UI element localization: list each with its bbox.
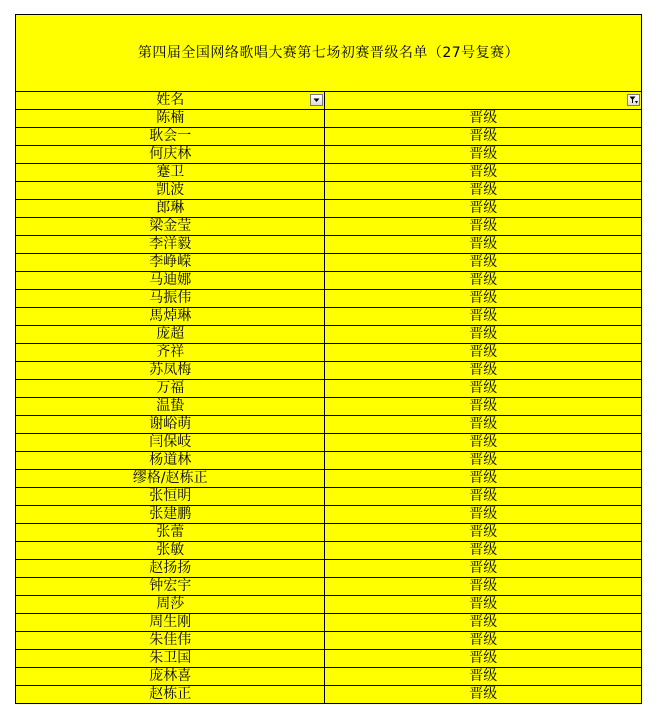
table-row xyxy=(16,164,642,182)
status-cell[interactable]: 晋级 xyxy=(325,560,642,578)
status-cell[interactable]: 晋级 xyxy=(325,146,642,164)
name-cell[interactable]: 何庆林 xyxy=(16,146,325,164)
status-cell[interactable]: 晋级 xyxy=(325,110,642,128)
table-row xyxy=(16,650,642,668)
status-cell[interactable]: 晋级 xyxy=(325,254,642,272)
name-cell[interactable]: 庞超 xyxy=(16,326,325,344)
name-cell[interactable]: 梁金莹 xyxy=(16,218,325,236)
title-cell[interactable]: 第四届全国网络歌唱大赛第七场初赛晋级名单（27号复赛） xyxy=(16,15,642,92)
status-cell[interactable]: 晋级 xyxy=(325,182,642,200)
name-cell[interactable]: 齐祥 xyxy=(16,344,325,362)
table-row xyxy=(16,560,642,578)
status-cell[interactable]: 晋级 xyxy=(325,362,642,380)
status-cell[interactable]: 晋级 xyxy=(325,524,642,542)
status-cell[interactable]: 晋级 xyxy=(325,506,642,524)
table-row xyxy=(16,506,642,524)
table-row xyxy=(16,200,642,218)
table-row xyxy=(16,272,642,290)
table-row xyxy=(16,290,642,308)
status-cell[interactable]: 晋级 xyxy=(325,398,642,416)
name-cell[interactable]: 庞林喜 xyxy=(16,668,325,686)
name-cell[interactable]: 张敏 xyxy=(16,542,325,560)
name-cell[interactable]: 马迪娜 xyxy=(16,272,325,290)
table-row xyxy=(16,578,642,596)
status-cell[interactable]: 晋级 xyxy=(325,470,642,488)
filter-active-icon xyxy=(628,95,639,105)
status-cell[interactable]: 晋级 xyxy=(325,434,642,452)
name-cell[interactable]: 朱佳伟 xyxy=(16,632,325,650)
status-cell[interactable]: 晋级 xyxy=(325,686,642,704)
status-cell[interactable]: 晋级 xyxy=(325,488,642,506)
name-cell[interactable]: 温蛰 xyxy=(16,398,325,416)
table-row xyxy=(16,182,642,200)
status-cell[interactable]: 晋级 xyxy=(325,218,642,236)
status-cell[interactable]: 晋级 xyxy=(325,164,642,182)
table-row xyxy=(16,326,642,344)
name-cell[interactable]: 张蕾 xyxy=(16,524,325,542)
name-cell[interactable]: 赵栋正 xyxy=(16,686,325,704)
table-row xyxy=(16,218,642,236)
header-row xyxy=(16,92,642,110)
name-cell[interactable]: 郎琳 xyxy=(16,200,325,218)
table-row xyxy=(16,434,642,452)
name-cell[interactable]: 陈楠 xyxy=(16,110,325,128)
name-cell[interactable]: 苏凤梅 xyxy=(16,362,325,380)
header-name-label: 姓名 xyxy=(156,92,185,108)
name-cell[interactable]: 谢峪萌 xyxy=(16,416,325,434)
status-cell[interactable]: 晋级 xyxy=(325,596,642,614)
status-cell[interactable]: 晋级 xyxy=(325,344,642,362)
name-cell[interactable]: 钟宏宇 xyxy=(16,578,325,596)
table-row xyxy=(16,416,642,434)
table-row xyxy=(16,614,642,632)
table-row xyxy=(16,254,642,272)
status-cell[interactable]: 晋级 xyxy=(325,614,642,632)
name-cell[interactable]: 闫保岐 xyxy=(16,434,325,452)
status-cell[interactable]: 晋级 xyxy=(325,380,642,398)
name-cell[interactable]: 张建鹏 xyxy=(16,506,325,524)
name-cell[interactable]: 馬焯琳 xyxy=(16,308,325,326)
name-cell[interactable]: 周生刚 xyxy=(16,614,325,632)
table-row xyxy=(16,308,642,326)
header-cell-name[interactable] xyxy=(16,92,325,110)
status-filter-button[interactable] xyxy=(627,94,640,106)
status-cell[interactable]: 晋级 xyxy=(325,200,642,218)
table-row xyxy=(16,686,642,704)
name-cell[interactable]: 万福 xyxy=(16,380,325,398)
table-row xyxy=(16,398,642,416)
table-row xyxy=(16,236,642,254)
header-cell-status[interactable] xyxy=(325,92,642,110)
table-row xyxy=(16,128,642,146)
status-cell[interactable]: 晋级 xyxy=(325,272,642,290)
table-row xyxy=(16,452,642,470)
name-filter-button[interactable] xyxy=(310,94,323,106)
name-cell[interactable]: 凯波 xyxy=(16,182,325,200)
status-cell[interactable]: 晋级 xyxy=(325,542,642,560)
dropdown-arrow-icon xyxy=(311,95,322,105)
title-row xyxy=(16,15,642,92)
table-row xyxy=(16,380,642,398)
status-cell[interactable]: 晋级 xyxy=(325,668,642,686)
status-cell[interactable]: 晋级 xyxy=(325,290,642,308)
table-row xyxy=(16,146,642,164)
table-row xyxy=(16,362,642,380)
status-cell[interactable]: 晋级 xyxy=(325,416,642,434)
status-cell[interactable]: 晋级 xyxy=(325,578,642,596)
name-cell[interactable]: 马振伟 xyxy=(16,290,325,308)
name-cell[interactable]: 周莎 xyxy=(16,596,325,614)
status-cell[interactable]: 晋级 xyxy=(325,452,642,470)
name-cell[interactable]: 李洋毅 xyxy=(16,236,325,254)
table-row xyxy=(16,596,642,614)
table-row xyxy=(16,668,642,686)
name-cell[interactable]: 赵扬扬 xyxy=(16,560,325,578)
table-row xyxy=(16,110,642,128)
status-cell[interactable]: 晋级 xyxy=(325,128,642,146)
table-row xyxy=(16,470,642,488)
status-cell[interactable]: 晋级 xyxy=(325,632,642,650)
name-cell[interactable]: 朱卫国 xyxy=(16,650,325,668)
name-cell[interactable]: 李峥嵘 xyxy=(16,254,325,272)
status-cell[interactable]: 晋级 xyxy=(325,308,642,326)
table-row xyxy=(16,542,642,560)
name-cell[interactable]: 蹇卫 xyxy=(16,164,325,182)
spreadsheet-table xyxy=(15,14,642,704)
name-cell[interactable]: 张恒明 xyxy=(16,488,325,506)
status-cell[interactable]: 晋级 xyxy=(325,236,642,254)
status-cell[interactable]: 晋级 xyxy=(325,650,642,668)
table-row xyxy=(16,632,642,650)
name-cell[interactable]: 杨道林 xyxy=(16,452,325,470)
name-cell[interactable]: 耿会一 xyxy=(16,128,325,146)
table-row xyxy=(16,344,642,362)
table-row xyxy=(16,524,642,542)
table-row xyxy=(16,488,642,506)
status-cell[interactable]: 晋级 xyxy=(325,326,642,344)
name-cell[interactable]: 缪格/赵栋正 xyxy=(16,470,325,488)
